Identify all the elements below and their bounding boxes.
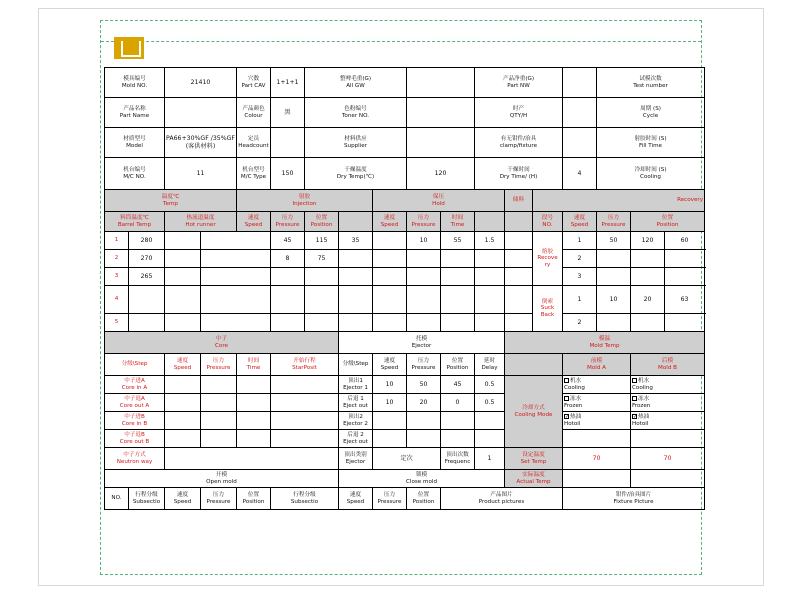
- value-part-name: [165, 98, 237, 128]
- label-toner: 色粉编号 Toner NO.: [305, 98, 407, 128]
- barrel-temp: [129, 314, 165, 332]
- label-mc-type: 机台型号 M/C Type: [237, 158, 271, 190]
- label-ejector-way: 顶出类别 Ejector: [339, 448, 373, 470]
- value-mold-no: 21410: [165, 68, 237, 98]
- ejector-delay: [475, 412, 505, 430]
- table-row: [105, 232, 705, 250]
- inj-pressure: 75: [305, 250, 339, 268]
- value-mc-type: 150: [271, 158, 305, 190]
- checkbox-icon: [564, 378, 569, 383]
- ejector-step-label: 后退 1 Eject out: [339, 394, 373, 412]
- core-start: [271, 412, 339, 430]
- label-cooling-mode: 冷却方式 Cooling Mode: [505, 376, 563, 448]
- hot-runner: [201, 314, 271, 332]
- value-headcount: [271, 128, 305, 158]
- rec-position: [665, 314, 705, 332]
- value-toner: [407, 98, 475, 128]
- core-pressure: [201, 376, 237, 394]
- value-ejector-way: 定次: [373, 448, 441, 470]
- head-rec-position: 位置 Position: [631, 212, 705, 232]
- head-close-speed: 速度 Speed: [339, 488, 373, 510]
- hot-runner: [201, 232, 271, 250]
- section-recovery-cn: 储料: [505, 190, 533, 212]
- section-close-mold: 锁模 Close mold: [339, 470, 505, 488]
- label-mc-no: 机台编号 M/C NO.: [105, 158, 165, 190]
- checkbox-icon: [632, 396, 637, 401]
- label-model: 材质型号 Model: [105, 128, 165, 158]
- core-speed: [165, 412, 201, 430]
- row-number: 3: [105, 268, 129, 286]
- rec-no: 1: [563, 286, 597, 314]
- section-temp: 温度℃ Temp: [105, 190, 237, 212]
- cooling-option-a: ✓热油 Hotoil: [563, 412, 631, 430]
- rec-speed: [597, 268, 631, 286]
- label-qty: 时产 QTY/H: [475, 98, 563, 128]
- hold-time: [475, 250, 505, 268]
- barrel-temp: 270: [129, 250, 165, 268]
- head-ej-position: 位置 Position: [441, 354, 475, 376]
- head-inj-pressure: 压力 Pressure: [271, 212, 305, 232]
- value-set-a: 70: [563, 448, 631, 470]
- hold-time: [475, 268, 505, 286]
- ejector-pressure: 20: [407, 394, 441, 412]
- cell: [165, 250, 201, 268]
- cooling-option-a: 机水 Cooling: [563, 376, 631, 394]
- hold-speed: [407, 314, 441, 332]
- ejector-pressure: [407, 430, 441, 448]
- ejector-speed: 10: [373, 394, 407, 412]
- inj-pressure: 115: [305, 232, 339, 250]
- inj-speed: 45: [271, 232, 305, 250]
- head-open-position: 位置 Position: [237, 488, 271, 510]
- head-core-start: 开始行程 StarPosit: [271, 354, 339, 376]
- value-qty: [563, 98, 597, 128]
- cell: [563, 430, 631, 448]
- head-hold-pressure: 压力 Pressure: [407, 212, 441, 232]
- cooling-option-b: 冻水 Frozen: [631, 394, 705, 412]
- label-headcount: 定员 Headcount: [237, 128, 271, 158]
- ejector-delay: [475, 430, 505, 448]
- ejector-speed: [373, 412, 407, 430]
- table-row: [105, 448, 705, 470]
- head-inj-position: 位置 Position: [305, 212, 339, 232]
- head-rec-pressure: 压力 Pressure: [597, 212, 631, 232]
- label-neutron-way: 中子方式 Neutron way: [105, 448, 165, 470]
- head-blank: [505, 212, 533, 232]
- label-cav: 穴数 Part CAV: [237, 68, 271, 98]
- table-row: [105, 354, 705, 376]
- head-rec-speed: 速度 Speed: [563, 212, 597, 232]
- hold-time: [475, 286, 505, 314]
- core-time: [237, 394, 271, 412]
- head-no: NO.: [105, 488, 129, 510]
- core-speed: [165, 376, 201, 394]
- core-step-label: 中子进B Core in B: [105, 412, 165, 430]
- core-start: [271, 376, 339, 394]
- barrel-temp: 280: [129, 232, 165, 250]
- checkbox-icon: [564, 414, 569, 419]
- core-time: [237, 412, 271, 430]
- label-all-gw: 整啤毛重(G) All GW: [305, 68, 407, 98]
- suck-back-label: 倒索 Suck Back: [533, 286, 563, 332]
- table-row: [105, 158, 705, 190]
- hold-speed: [407, 250, 441, 268]
- ejector-step-label: 顶出2 Ejector 2: [339, 412, 373, 430]
- rec-pressure: [631, 268, 665, 286]
- cell: [505, 354, 563, 376]
- core-pressure: [201, 412, 237, 430]
- rec-position: [665, 250, 705, 268]
- test-report-table: [104, 67, 705, 510]
- core-time: [237, 376, 271, 394]
- ejector-delay: 0.5: [475, 394, 505, 412]
- barrel-temp: 265: [129, 268, 165, 286]
- section-injection: 射胶 Injection: [237, 190, 373, 212]
- rec-pressure: [631, 314, 665, 332]
- table-row: [105, 212, 705, 232]
- table-row: [105, 412, 705, 430]
- head-ej-pressure: 压力 Pressure: [407, 354, 441, 376]
- section-open-mold: 开模 Open mold: [105, 470, 339, 488]
- core-speed: [165, 430, 201, 448]
- head-hold-time: 时间 Time: [441, 212, 475, 232]
- label-dry-time: 干燥时间 Dry Time/ (H): [475, 158, 563, 190]
- inj-position: 35: [339, 232, 373, 250]
- section-core: 中子 Core: [105, 332, 339, 354]
- hold-time: 1.5: [475, 232, 505, 250]
- label-clamp: 有无钳件/治具 clamp/fixture: [475, 128, 563, 158]
- label-ejector-freq: 顶出次数 Frequenc: [441, 448, 475, 470]
- rec-no: 2: [563, 250, 597, 268]
- rec-speed: 50: [597, 232, 631, 250]
- rec-position: 63: [665, 286, 705, 314]
- value-ejector-freq: 1: [475, 448, 505, 470]
- hold-time: [475, 314, 505, 332]
- head-open-pressure: 压力 Pressure: [201, 488, 237, 510]
- cooling-option-a: 冻水 Frozen: [563, 394, 631, 412]
- label-part-name: 产品名称 Part Name: [105, 98, 165, 128]
- cell: [373, 232, 407, 250]
- row-number: 1: [105, 232, 129, 250]
- rec-speed: [597, 314, 631, 332]
- cell: [165, 268, 201, 286]
- rec-speed: [597, 250, 631, 268]
- table-row: [105, 314, 705, 332]
- head-open-sub: 行程分级 Subsectio: [129, 488, 165, 510]
- head-seq: 段号 NO.: [533, 212, 563, 232]
- cell: [631, 430, 705, 448]
- melt-recovery-label: 熔胶 Recove ry: [533, 232, 563, 286]
- value-part-nw: [563, 68, 597, 98]
- inj-pressure: [305, 268, 339, 286]
- table-row: [105, 98, 705, 128]
- cell: [505, 250, 533, 268]
- cell: [165, 314, 201, 332]
- table-row: [105, 190, 705, 212]
- cell: [165, 232, 201, 250]
- head-barrel-temp: 料筒温度℃ Barrel Temp: [105, 212, 165, 232]
- value-actual-b: [631, 470, 705, 488]
- inj-speed: 8: [271, 250, 305, 268]
- hot-runner: [201, 286, 271, 314]
- cell: [505, 314, 533, 332]
- value-cav: 1+1+1: [271, 68, 305, 98]
- label-set-temp: 设定温度 Set Temp: [505, 448, 563, 470]
- hold-speed: [407, 268, 441, 286]
- hot-runner: [201, 268, 271, 286]
- head-ej-step: 分级\Step: [339, 354, 373, 376]
- cell: [373, 268, 407, 286]
- rec-no: 2: [563, 314, 597, 332]
- table-row: [105, 250, 705, 268]
- checkbox-icon: [632, 378, 637, 383]
- head-hold-speed: 速度 Speed: [373, 212, 407, 232]
- ejector-position: [441, 412, 475, 430]
- head-product-pictures: 产品图片 Product pictures: [441, 488, 563, 510]
- section-recovery-en: Recovery: [533, 190, 705, 212]
- table-row: [105, 68, 705, 98]
- label-fill-time: 射胶时间 (S) Fill Time: [597, 128, 705, 158]
- core-step-label: 中子进A Core in A: [105, 376, 165, 394]
- hold-speed: 10: [407, 232, 441, 250]
- head-core-speed: 速度 Speed: [165, 354, 201, 376]
- core-start: [271, 394, 339, 412]
- rec-position: 60: [665, 232, 705, 250]
- rec-pressure: [631, 250, 665, 268]
- value-model: PA66+30%GF /35%GF (客供材料): [165, 128, 237, 158]
- ejector-pressure: [407, 412, 441, 430]
- inj-position: [339, 250, 373, 268]
- cell: [505, 232, 533, 250]
- value-all-gw: [407, 68, 475, 98]
- value-neutron-way: [165, 448, 339, 470]
- label-supplier: 材料供应 Supplier: [305, 128, 407, 158]
- ejector-pressure: 50: [407, 376, 441, 394]
- cell: [373, 314, 407, 332]
- ejector-step-label: 顶出1 Ejector 1: [339, 376, 373, 394]
- hold-pressure: 55: [441, 232, 475, 250]
- head-blank: [475, 212, 505, 232]
- section-hold: 保压 Hold: [373, 190, 505, 212]
- cell: [505, 268, 533, 286]
- value-dry-time: 4: [563, 158, 597, 190]
- ejector-position: [441, 430, 475, 448]
- inj-speed: [271, 314, 305, 332]
- hold-pressure: [441, 314, 475, 332]
- ejector-delay: 0.5: [475, 376, 505, 394]
- inj-speed: [271, 268, 305, 286]
- label-test-no: 试模次数 Test number: [597, 68, 705, 98]
- table-row: [105, 128, 705, 158]
- table-row: [105, 332, 705, 354]
- head-inj-speed: 速度 Speed: [237, 212, 271, 232]
- ejector-step-label: 后退 2 Eject out: [339, 430, 373, 448]
- label-colour: 产品颜色 Colour: [237, 98, 271, 128]
- table-row: [105, 488, 705, 510]
- inj-position: [339, 268, 373, 286]
- core-time: [237, 430, 271, 448]
- rec-position: [665, 268, 705, 286]
- value-set-b: 70: [631, 448, 705, 470]
- rec-pressure: 20: [631, 286, 665, 314]
- label-cycle: 周期 (S) Cycle: [597, 98, 705, 128]
- section-ejector: 托模 Ejector: [339, 332, 505, 354]
- label-dry-temp: 干燥温度 Dry Temp(℃): [305, 158, 407, 190]
- head-ej-speed: 速度 Speed: [373, 354, 407, 376]
- head-ej-delay: 延时 Delay: [475, 354, 505, 376]
- head-close-position: 位置 Position: [407, 488, 441, 510]
- value-mc-no: 11: [165, 158, 237, 190]
- checkbox-icon: [632, 414, 637, 419]
- head-close-pressure: 压力 Pressure: [373, 488, 407, 510]
- table-row: [105, 470, 705, 488]
- rec-pressure: 120: [631, 232, 665, 250]
- checkbox-icon: [564, 396, 569, 401]
- cell: [165, 286, 201, 314]
- company-logo: [114, 37, 148, 59]
- ejector-position: 45: [441, 376, 475, 394]
- inj-speed: [271, 286, 305, 314]
- row-number: 2: [105, 250, 129, 268]
- value-dry-temp: 120: [407, 158, 475, 190]
- core-step-label: 中子退A Core out A: [105, 394, 165, 412]
- hold-pressure: [441, 268, 475, 286]
- head-core-time: 时间 Time: [237, 354, 271, 376]
- label-part-nw: 产品净重(G) Part NW: [475, 68, 563, 98]
- head-mold-b: 后模 Mold B: [631, 354, 705, 376]
- row-number: 4: [105, 286, 129, 314]
- table-row: [105, 394, 705, 412]
- cell: [373, 286, 407, 314]
- ejector-speed: [373, 430, 407, 448]
- ejector-speed: 10: [373, 376, 407, 394]
- core-step-label: 中子退B Core out B: [105, 430, 165, 448]
- head-core-step: 分级\Step: [105, 354, 165, 376]
- head-fixture-picture: 钳件/治具图片 Fixture Picture: [563, 488, 705, 510]
- hold-pressure: [441, 286, 475, 314]
- inj-pressure: [305, 314, 339, 332]
- head-blank: [339, 212, 373, 232]
- row-number: 5: [105, 314, 129, 332]
- section-mold-temp: 模温 Mold Temp: [505, 332, 705, 354]
- cooling-option-b: 机水 Cooling: [631, 376, 705, 394]
- value-colour: 黑: [271, 98, 305, 128]
- value-clamp: [563, 128, 597, 158]
- core-pressure: [201, 430, 237, 448]
- core-speed: [165, 394, 201, 412]
- inj-pressure: [305, 286, 339, 314]
- table-row: [105, 430, 705, 448]
- cooling-option-b: ✓热油 Hotoil: [631, 412, 705, 430]
- head-mold-a: 前模 Mold A: [563, 354, 631, 376]
- rec-no: 3: [563, 268, 597, 286]
- value-supplier: [407, 128, 475, 158]
- value-actual-a: [563, 470, 631, 488]
- rec-speed: 10: [597, 286, 631, 314]
- table-row: [105, 286, 705, 314]
- hold-speed: [407, 286, 441, 314]
- cell: [505, 286, 533, 314]
- core-start: [271, 430, 339, 448]
- head-close-sub: 行程分级 Subsectio: [271, 488, 339, 510]
- table-row: [105, 268, 705, 286]
- core-pressure: [201, 394, 237, 412]
- label-cooling: 冷却时间 (S) Cooling: [597, 158, 705, 190]
- inj-position: [339, 286, 373, 314]
- table-row: [105, 376, 705, 394]
- logo-mark-icon: [114, 37, 144, 59]
- ejector-position: 0: [441, 394, 475, 412]
- head-core-pressure: 压力 Pressure: [201, 354, 237, 376]
- rec-no: 1: [563, 232, 597, 250]
- label-mold-no: 模具编号 Mold NO.: [105, 68, 165, 98]
- head-hot-runner: 热流道温度 Hot runner: [165, 212, 237, 232]
- label-actual-temp: 实际温度 Actual Temp: [505, 470, 563, 488]
- cell: [373, 250, 407, 268]
- head-open-speed: 速度 Speed: [165, 488, 201, 510]
- hot-runner: [201, 250, 271, 268]
- inj-position: [339, 314, 373, 332]
- hold-pressure: [441, 250, 475, 268]
- barrel-temp: [129, 286, 165, 314]
